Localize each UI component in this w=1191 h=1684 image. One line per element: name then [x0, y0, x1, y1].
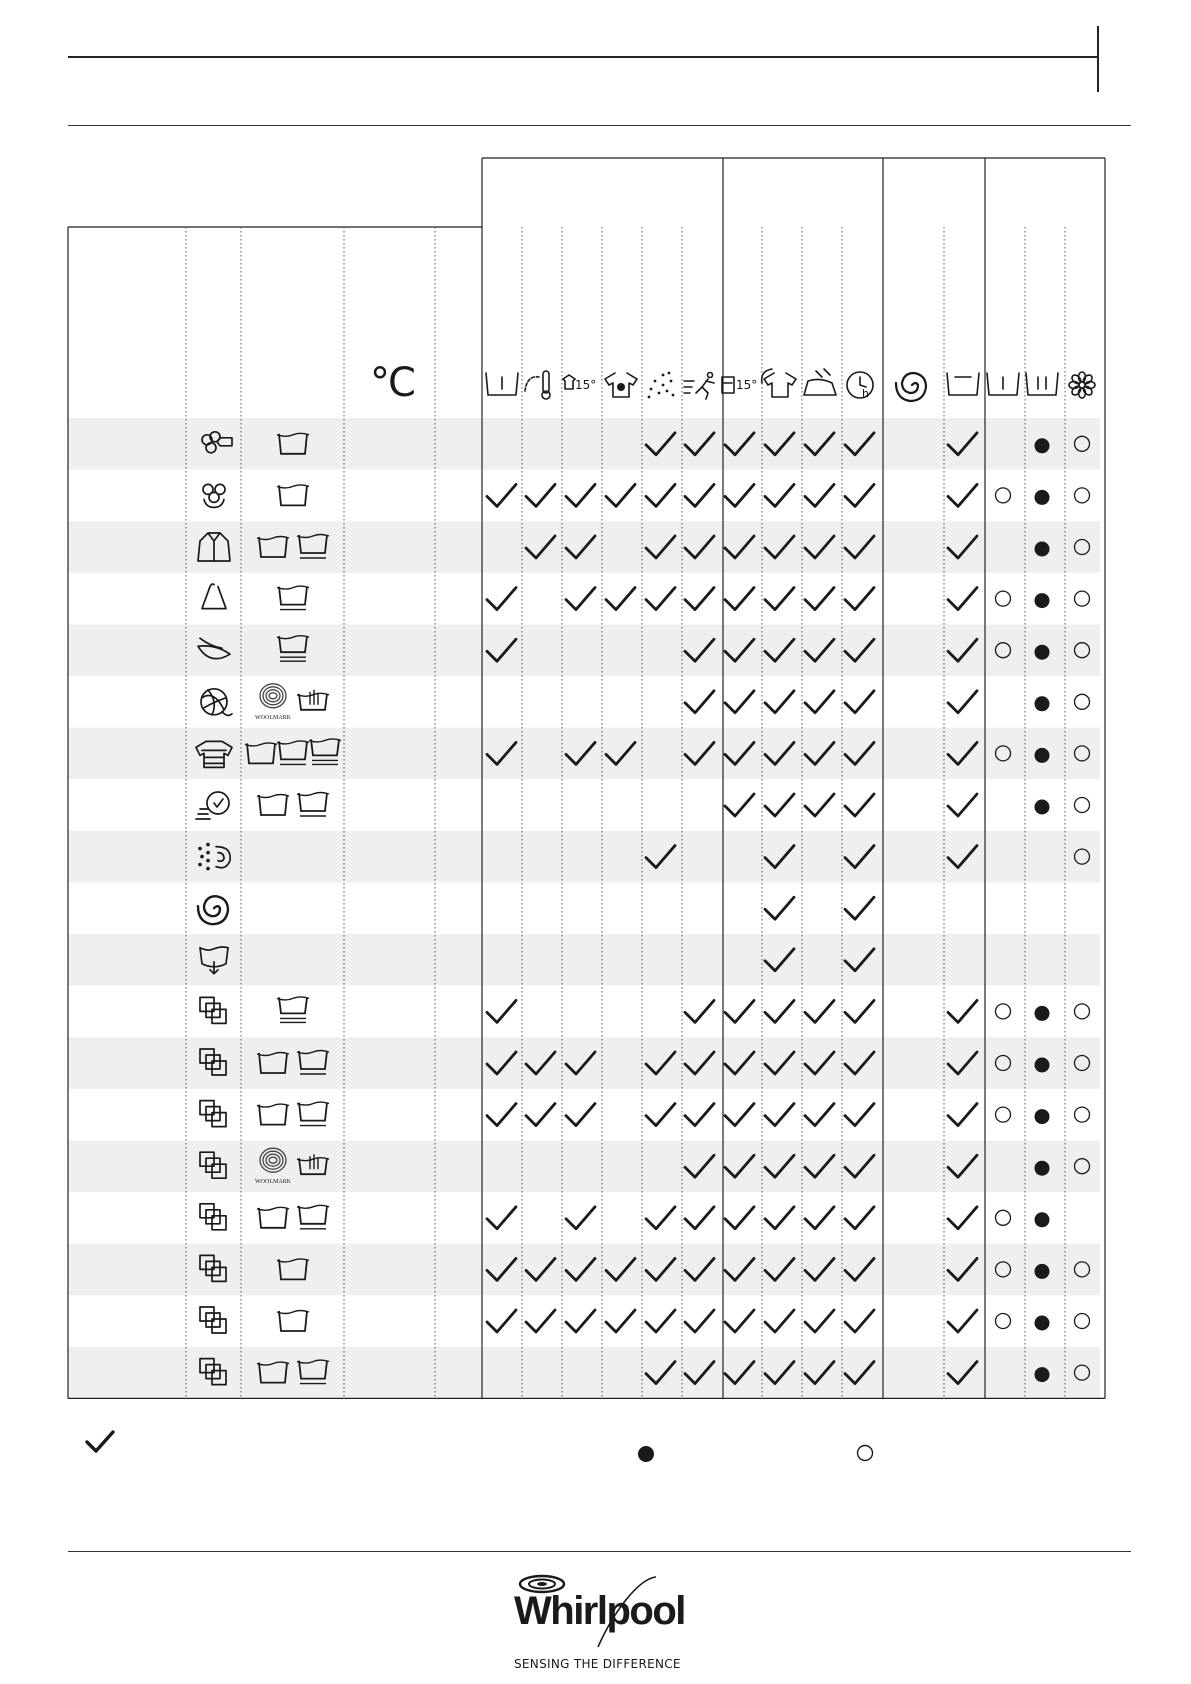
open-circle [1075, 798, 1090, 813]
check-mark [845, 1310, 874, 1332]
check-mark [805, 1207, 834, 1229]
check-mark [725, 588, 754, 610]
svg-text:15°: 15° [736, 378, 758, 392]
check-mark [765, 794, 794, 816]
check-mark [566, 588, 595, 610]
check-mark [526, 1310, 555, 1332]
check-mark [646, 1104, 675, 1126]
open-circle [1075, 694, 1090, 709]
check-mark [765, 1000, 794, 1022]
check-mark [685, 1310, 714, 1332]
check-mark [765, 691, 794, 713]
check-mark [566, 484, 595, 506]
check-mark [725, 1310, 754, 1332]
check-mark [725, 1000, 754, 1022]
eco-15-icon [722, 377, 757, 393]
check-mark [725, 484, 754, 506]
quick-program-icon [196, 792, 229, 819]
cotton-program-icon [203, 484, 225, 507]
temperature-header: °C [370, 360, 414, 406]
rinse-icon [947, 373, 979, 395]
steam-icon [648, 372, 675, 399]
check-mark [845, 794, 874, 816]
check-mark [805, 1104, 834, 1126]
check-mark [765, 1104, 794, 1126]
check-mark [685, 1000, 714, 1022]
prewash-icon [486, 373, 518, 395]
check-mark [685, 691, 714, 713]
woolmark-icon [255, 684, 292, 721]
open-circle [996, 488, 1011, 503]
wash-care-icon [277, 997, 309, 1023]
check-mark [685, 588, 714, 610]
wash-care-icon [297, 793, 329, 817]
wash-care-icon [277, 586, 309, 610]
check-mark [685, 1104, 714, 1126]
check-mark [526, 1104, 555, 1126]
filled-dot [1035, 800, 1050, 815]
spin-icon [896, 373, 926, 401]
wash-care-icon [277, 485, 309, 506]
extra-program-icon [200, 1307, 226, 1333]
legend [0, 1420, 1191, 1510]
rinse-check-mark [948, 588, 977, 610]
check-mark [805, 794, 834, 816]
row-shade [68, 418, 1100, 470]
brand-tagline: SENSING THE DIFFERENCE [514, 1657, 681, 1671]
check-mark [845, 588, 874, 610]
filled-dot [1035, 696, 1050, 711]
check-mark [566, 1207, 595, 1229]
colour-care-icon [605, 373, 637, 397]
wash-care-icon [257, 1207, 289, 1228]
row-shade [68, 1347, 1100, 1399]
check-mark [606, 1310, 635, 1332]
check-mark [845, 897, 874, 919]
filled-dot [1035, 490, 1050, 505]
check-mark [487, 1104, 516, 1126]
legend-check-icon [84, 1429, 116, 1455]
check-mark [566, 1310, 595, 1332]
easy-iron-icon [804, 369, 836, 395]
check-mark [845, 1207, 874, 1229]
check-mark [805, 588, 834, 610]
open-circle [996, 1210, 1011, 1225]
check-mark [725, 691, 754, 713]
open-circle [1075, 1314, 1090, 1329]
check-mark [725, 794, 754, 816]
check-mark [805, 484, 834, 506]
open-circle [996, 591, 1011, 606]
filled-dot [1035, 1212, 1050, 1227]
rinse-check-mark [948, 1104, 977, 1126]
anti-crease-icon [762, 369, 796, 397]
open-circle [1075, 488, 1090, 503]
svg-text:15°: 15° [575, 378, 597, 392]
quick-icon [684, 373, 714, 400]
filled-dot [1035, 748, 1050, 763]
check-mark [805, 1310, 834, 1332]
synthetics-program-icon [202, 584, 226, 609]
filled-dot [1035, 1006, 1050, 1021]
check-mark [606, 588, 635, 610]
temperature-icon [525, 371, 550, 399]
check-mark [487, 588, 516, 610]
check-mark [606, 484, 635, 506]
check-mark [725, 1104, 754, 1126]
legend-filled-dot-icon [636, 1444, 656, 1464]
rinse-check-mark [948, 1000, 977, 1022]
softener-icon [1069, 372, 1095, 398]
rinse-check-mark [948, 794, 977, 816]
brand-logo [508, 1573, 698, 1683]
check-mark [765, 1310, 794, 1332]
check-mark [845, 691, 874, 713]
check-mark [765, 484, 794, 506]
fresh-15-icon [563, 375, 596, 392]
extra-program-icon [200, 1204, 226, 1230]
filled-dot [1035, 1058, 1050, 1073]
filled-dot [1035, 645, 1050, 660]
wash-care-icon [297, 1102, 329, 1126]
svg-text:WOOLMARK: WOOLMARK [255, 714, 291, 721]
check-mark [725, 1207, 754, 1229]
detergent-compartment-1-icon [987, 373, 1019, 395]
check-mark [487, 1207, 516, 1229]
wash-care-icon [297, 1205, 329, 1229]
check-mark [685, 484, 714, 506]
filled-dot [1035, 1316, 1050, 1331]
check-mark [845, 484, 874, 506]
open-circle [1075, 1107, 1090, 1122]
open-circle [996, 1314, 1011, 1329]
open-circle [996, 1107, 1011, 1122]
open-circle [1075, 1004, 1090, 1019]
detergent-compartment-2-icon [1026, 373, 1058, 395]
row-shade [68, 1140, 1100, 1192]
extra-program-icon [200, 997, 226, 1023]
wash-care-icon [257, 1104, 289, 1125]
svg-text:h: h [862, 387, 869, 400]
rinse-check-mark [948, 1310, 977, 1332]
check-mark [845, 1000, 874, 1022]
check-mark [805, 1000, 834, 1022]
check-mark [487, 1310, 516, 1332]
check-mark [646, 1207, 675, 1229]
filled-dot [1035, 1264, 1050, 1279]
wash-care-icon [277, 1311, 309, 1332]
filled-dot [1035, 593, 1050, 608]
check-mark [765, 1207, 794, 1229]
delay-timer-icon [847, 372, 873, 400]
check-mark [487, 484, 516, 506]
check-mark [765, 897, 794, 919]
rinse-check-mark [948, 1207, 977, 1229]
check-mark [646, 1310, 675, 1332]
svg-text:WOOLMARK: WOOLMARK [255, 1179, 291, 1186]
filled-dot [1035, 1109, 1050, 1124]
check-mark [487, 1000, 516, 1022]
extra-program-icon [200, 1101, 226, 1127]
brand-wordmark: Whirlpool [514, 1589, 685, 1633]
check-mark [646, 484, 675, 506]
wash-care-icon [257, 795, 289, 816]
row-shade [68, 831, 1100, 883]
open-circle [996, 1004, 1011, 1019]
spin-program-icon [198, 896, 228, 924]
filled-dot [1035, 1367, 1050, 1382]
check-mark [566, 1104, 595, 1126]
footer-rule [68, 1551, 1131, 1552]
filled-dot [1035, 542, 1050, 557]
filled-dot [1035, 438, 1050, 453]
row-shade [68, 934, 1100, 986]
rinse-check-mark [948, 691, 977, 713]
filled-dot [1035, 1161, 1050, 1176]
legend-open-circle-icon [855, 1443, 875, 1463]
check-mark [646, 588, 675, 610]
check-mark [845, 1104, 874, 1126]
wool-program-icon [201, 689, 232, 716]
check-mark [685, 1207, 714, 1229]
check-mark [765, 588, 794, 610]
rinse-check-mark [948, 484, 977, 506]
check-mark [805, 691, 834, 713]
open-circle [1075, 591, 1090, 606]
check-mark [526, 484, 555, 506]
handwash-icon [297, 690, 329, 710]
